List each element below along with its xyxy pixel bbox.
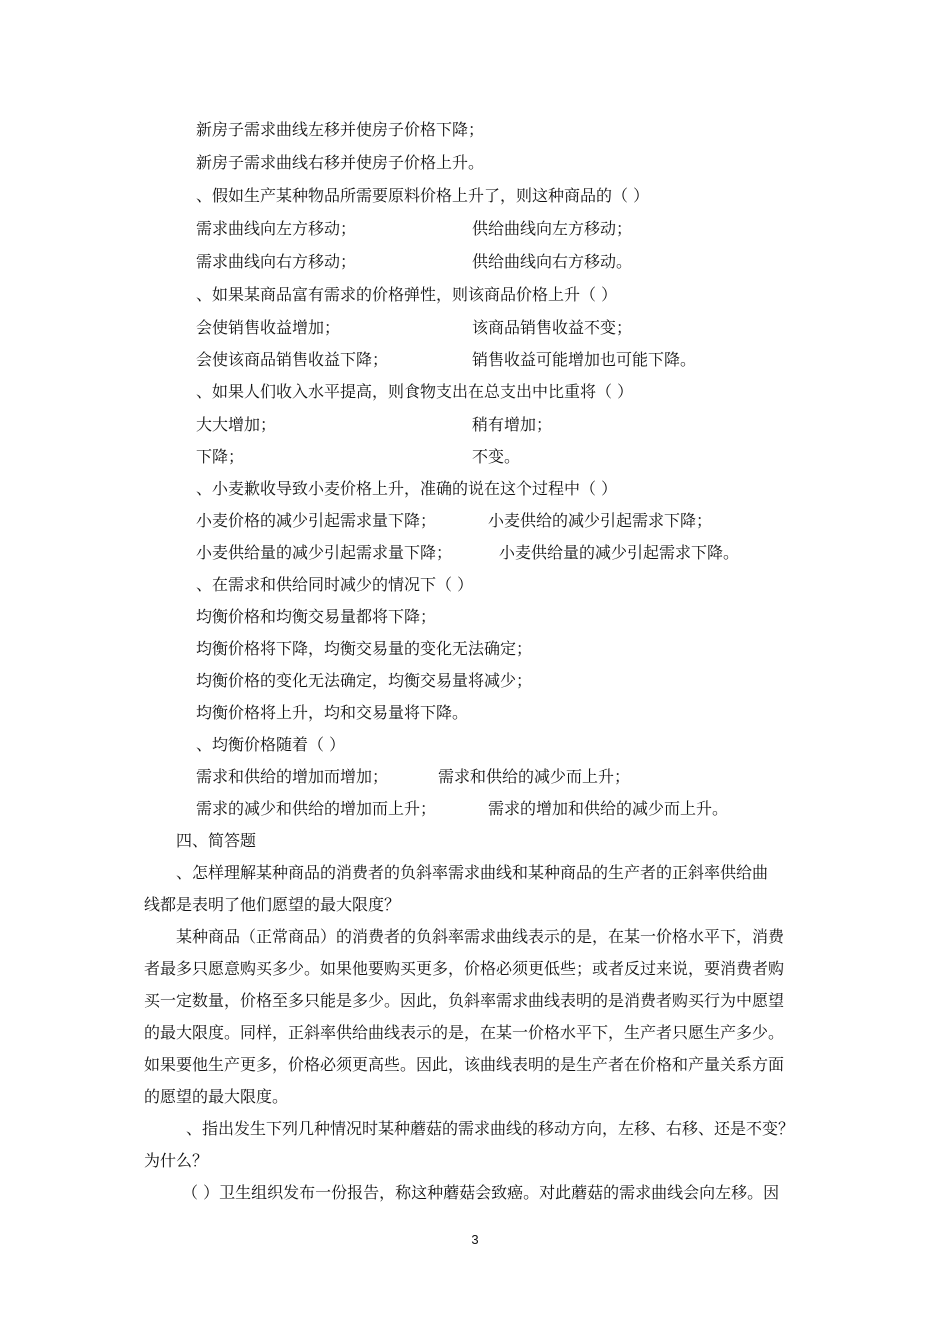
- short-answer-question: 为什么？: [144, 1151, 209, 1170]
- option-a: 均衡价格和均衡交易量都将下降；: [196, 607, 437, 626]
- option-c: 小麦供给量的减少引起需求量下降；: [196, 543, 453, 562]
- question-stem: 、小麦歉收导致小麦价格上升，准确的说在这个过程中（ ）: [196, 479, 618, 498]
- answer-paragraph-line: 买一定数量，价格至多只能是多少。因此，负斜率需求曲线表明的是消费者购买行为中愿望: [144, 991, 785, 1010]
- option-a: 需求曲线向左方移动；: [196, 219, 357, 238]
- answer-paragraph-line: 如果要他生产更多，价格必须更高些。因此，该曲线表明的是生产者在价格和产量关系方面: [144, 1055, 785, 1074]
- short-answer-question: 、指出发生下列几种情况时某种蘑菇的需求曲线的移动方向，左移、右移、还是不变？: [186, 1119, 795, 1138]
- question-stem: 、在需求和供给同时减少的情况下（ ）: [196, 575, 474, 594]
- option-d: 供给曲线向右方移动。: [472, 252, 633, 271]
- short-answer-question: 线都是表明了他们愿望的最大限度？: [144, 895, 401, 914]
- answer-paragraph-line: 的最大限度。同样，正斜率供给曲线表示的是，在某一价格水平下，生产者只愿生产多少。: [144, 1023, 785, 1042]
- answer-paragraph-line: 的愿望的最大限度。: [144, 1087, 289, 1106]
- option-d: 需求的增加和供给的减少而上升。: [488, 799, 729, 818]
- option-d: 小麦供给量的减少引起需求下降。: [499, 543, 740, 562]
- option-c: 需求曲线向右方移动；: [196, 252, 357, 271]
- option-c: 新房子需求曲线左移并使房子价格下降；: [196, 120, 485, 139]
- option-b: 小麦供给的减少引起需求下降；: [488, 511, 713, 530]
- short-answer-question: 、怎样理解某种商品的消费者的负斜率需求曲线和某种商品的生产者的正斜率供给曲: [176, 863, 769, 882]
- question-stem: 、均衡价格随着（ ）: [196, 735, 346, 754]
- option-c: 需求的减少和供给的增加而上升；: [196, 799, 437, 818]
- page-number: 3: [471, 1232, 479, 1247]
- option-b: 稍有增加；: [472, 415, 553, 434]
- option-b: 该商品销售收益不变；: [472, 318, 633, 337]
- option-b: 均衡价格将下降，均衡交易量的变化无法确定；: [196, 639, 533, 658]
- question-stem: 、假如生产某种物品所需要原料价格上升了，则这种商品的（ ）: [196, 186, 650, 205]
- option-a: 需求和供给的增加而增加；: [196, 767, 389, 786]
- option-c: 均衡价格的变化无法确定，均衡交易量将减少；: [196, 671, 533, 690]
- option-d: 销售收益可能增加也可能下降。: [472, 350, 697, 369]
- answer-paragraph-line: 者最多只愿意购买多少。如果他要购买更多，价格必须更低些；或者反过来说，要消费者购: [144, 959, 785, 978]
- option-b: 供给曲线向左方移动；: [472, 219, 633, 238]
- section-heading: 四、简答题: [176, 831, 257, 850]
- answer-paragraph-line: （ ）卫生组织发布一份报告，称这种蘑菇会致癌。对此蘑菇的需求曲线会向左移。因: [182, 1183, 780, 1202]
- option-c: 下降；: [196, 447, 245, 466]
- option-d: 均衡价格将上升，均和交易量将下降。: [196, 703, 469, 722]
- answer-paragraph-line: 某种商品（正常商品）的消费者的负斜率需求曲线表示的是，在某一价格水平下，消费: [176, 927, 785, 946]
- question-stem: 、如果某商品富有需求的价格弹性，则该商品价格上升（ ）: [196, 285, 618, 304]
- option-d: 新房子需求曲线右移并使房子价格上升。: [196, 153, 485, 172]
- option-b: 需求和供给的减少而上升；: [438, 767, 631, 786]
- question-stem: 、如果人们收入水平提高，则食物支出在总支出中比重将（ ）: [196, 382, 634, 401]
- option-c: 会使该商品销售收益下降；: [196, 350, 389, 369]
- option-a: 会使销售收益增加；: [196, 318, 341, 337]
- option-d: 不变。: [472, 447, 521, 466]
- option-a: 大大增加；: [196, 415, 277, 434]
- option-a: 小麦价格的减少引起需求量下降；: [196, 511, 437, 530]
